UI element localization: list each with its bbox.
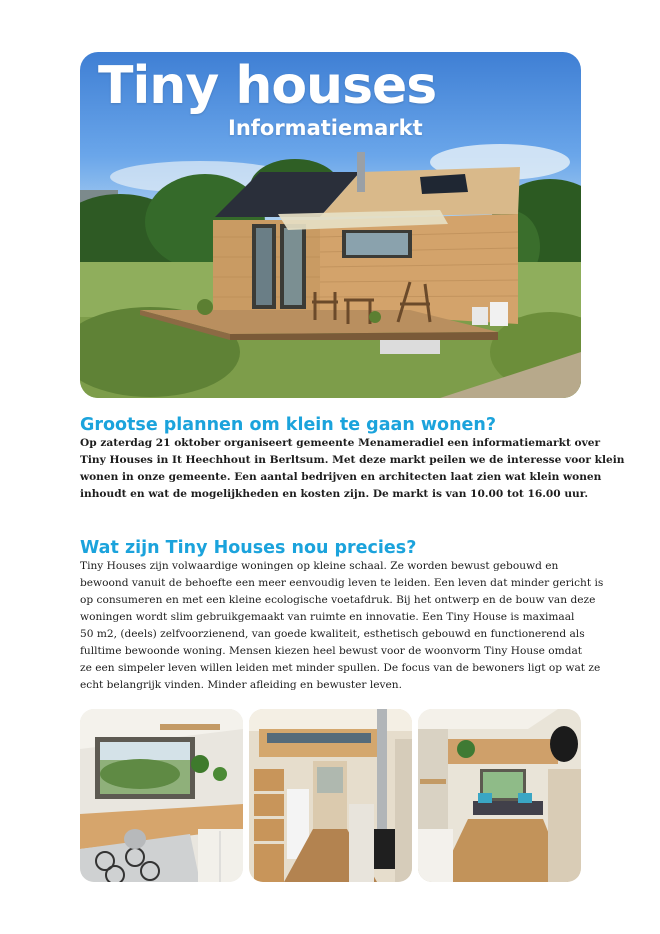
hero-subtitle: Informatiemarkt bbox=[228, 116, 423, 140]
hallway-illustration bbox=[249, 709, 412, 882]
hero-photo bbox=[80, 52, 581, 398]
section2-line: Tiny Houses zijn volwaardige woningen op kleine schaal. Ze worden bewust gebouwd en bbox=[80, 560, 559, 572]
living-room-photo bbox=[418, 709, 581, 882]
section2-line: fulltime bewoonde woning. Mensen kiezen heel bewust voor de woonvorm Tiny House omdat bbox=[80, 645, 583, 657]
section1-line: Op zaterdag 21 oktober organiseert gemeente Menameradiel een informatiemarkt over bbox=[80, 437, 601, 449]
section2-line: ze een simpeler leven willen leiden met minder spullen. De focus van de bewoners ligt op wat ze bbox=[80, 662, 601, 674]
interior-hallway-photo bbox=[249, 709, 412, 882]
section2-body bbox=[80, 558, 604, 694]
section1-heading: Grootse plannen om klein te gaan wonen? bbox=[80, 415, 497, 435]
kitchen-photo bbox=[80, 709, 243, 882]
section1-line: Tiny Houses in It Heechhout in Berltsum. Met deze markt peilen we de interesse voor klein bbox=[80, 454, 625, 466]
section2-line: bewoond vanuit de behoefte een meer eenvoudig leven te leiden. Een leven dat minder gericht is bbox=[80, 577, 604, 589]
section1-body bbox=[80, 435, 625, 503]
section1-line: inhoudt en wat de mogelijkheden en kosten zijn. De markt is van 10.00 tot 16.00 uur. bbox=[80, 488, 589, 500]
kitchen-illustration bbox=[80, 709, 243, 882]
section1-line: wonen in onze gemeente. Een aantal bedrijven en architecten laat zien wat klein wonen bbox=[80, 471, 602, 483]
section2-line: op consumeren en met een kleine ecologische voetafdruk. Bij het ontwerp en de bouw van deze bbox=[80, 594, 596, 606]
living-room-illustration bbox=[418, 709, 581, 882]
section2-heading: Wat zijn Tiny Houses nou precies? bbox=[80, 538, 417, 558]
section2-line: woningen wordt slim gebruikgemaakt van ruimte en innovatie. Een Tiny House is maximaal bbox=[80, 611, 575, 623]
section2-line: 50 m2, (deels) zelfvoorzienend, van goede kwaliteit, esthetisch gebouwd en functionerend als bbox=[80, 628, 585, 640]
hero-title: Tiny houses bbox=[98, 56, 437, 116]
section2-line: echt belangrijk vinden. Minder afleiding en bewuster leven. bbox=[80, 679, 402, 691]
